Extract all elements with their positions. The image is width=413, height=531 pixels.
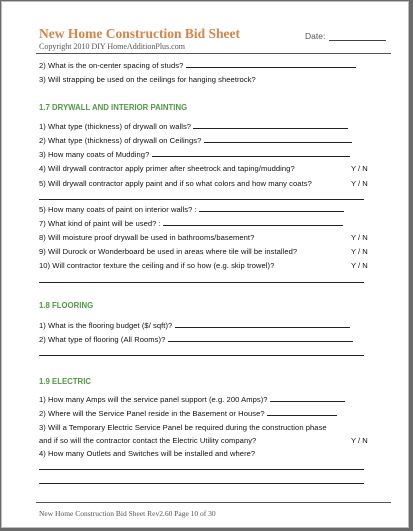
question-primer: 4) Will drywall contractor apply primer after sheetrock and taping/mudding?: [39, 164, 295, 173]
answer-line: [199, 205, 344, 212]
yes-no-choice[interactable]: Y / N: [351, 233, 368, 242]
answer-line: [152, 150, 350, 157]
answer-line: [186, 61, 356, 68]
yes-no-choice[interactable]: Y / N: [351, 261, 368, 270]
answer-line: [175, 321, 350, 328]
answer-line: [39, 469, 364, 470]
section-heading-electric: 1.9 ELECTRIC: [39, 377, 91, 386]
question-flooring-type: 2) What type of flooring (All Rooms)?: [39, 335, 353, 344]
yes-no-choice[interactable]: Y / N: [351, 164, 368, 173]
question-durock: 9) Will Durock or Wonderboard be used in areas where tile will be installed?: [39, 247, 298, 256]
question-temporary-panel-cont: and if so will the contractor contact the Electric Utility company?: [39, 436, 257, 445]
question-moisture-drywall: 8) Will moisture proof drywall be used in bathrooms/basement?: [39, 233, 255, 242]
section-heading-drywall: 1.7 DRYWALL AND INTERIOR PAINTING: [39, 103, 188, 112]
answer-line: [270, 395, 345, 402]
answer-line: [39, 199, 364, 200]
question-mudding: 3) How many coats of Mudding?: [39, 150, 350, 159]
page-footer: New Home Construction Bid Sheet Rev2.60 Page 10 of 30: [39, 509, 216, 518]
answer-line: [168, 335, 353, 342]
yes-no-choice[interactable]: Y / N: [351, 179, 368, 188]
answer-line: [204, 136, 352, 143]
yes-no-choice[interactable]: Y / N: [351, 247, 368, 256]
question-service-panel: 2) Where will the Service Panel reside in the Basement or House?: [39, 409, 337, 418]
copyright-text: Copyright 2010 DIY HomeAdditionPlus.com: [39, 42, 185, 51]
answer-line: [267, 409, 337, 416]
question-temporary-panel: 3) Will a Temporary Electric Service Panel be required during the construction phase: [39, 423, 327, 432]
document-page: [1, 1, 409, 528]
question-flooring-budget: 1) What is the flooring budget ($/ sqft)?: [39, 321, 350, 330]
question-paint-colors: 5) Will drywall contractor apply paint and if so what colors and how many coats?: [39, 179, 312, 188]
question-paint-kind: 7) What kind of paint will be used? :: [39, 219, 343, 228]
question-studs-spacing: 2) What is the on-center spacing of studs?: [39, 61, 356, 70]
answer-line: [39, 483, 364, 484]
question-ceiling-texture: 10) Will contractor texture the ceiling and if so how (e.g. skip trowel)?: [39, 261, 275, 270]
date-label: Date:: [305, 31, 326, 41]
answer-line: [193, 122, 348, 129]
question-strapping: 3) Will strapping be used on the ceilings for hanging sheetrock?: [39, 75, 256, 84]
answer-line: [163, 219, 343, 226]
answer-line: [39, 282, 364, 283]
question-outlets-switches: 4) How many Outlets and Switches will be installed and where?: [39, 449, 256, 458]
section-heading-flooring: 1.8 FLOORING: [39, 301, 94, 310]
question-service-amps: 1) How many Amps will the service panel support (e.g. 200 Amps)?: [39, 395, 345, 404]
footer-divider: [36, 502, 391, 503]
question-paint-coats: 5) How many coats of paint on interior walls? :: [39, 205, 344, 214]
question-drywall-walls: 1) What type (thickness) of drywall on walls?: [39, 122, 348, 131]
answer-line: [39, 355, 364, 356]
document-title: New Home Construction Bid Sheet: [39, 26, 240, 41]
header-divider: [36, 53, 391, 54]
question-drywall-ceilings: 2) What type (thickness) of drywall on Ceilings?: [39, 136, 352, 145]
date-field-line: [329, 40, 386, 41]
yes-no-choice[interactable]: Y / N: [351, 436, 368, 445]
